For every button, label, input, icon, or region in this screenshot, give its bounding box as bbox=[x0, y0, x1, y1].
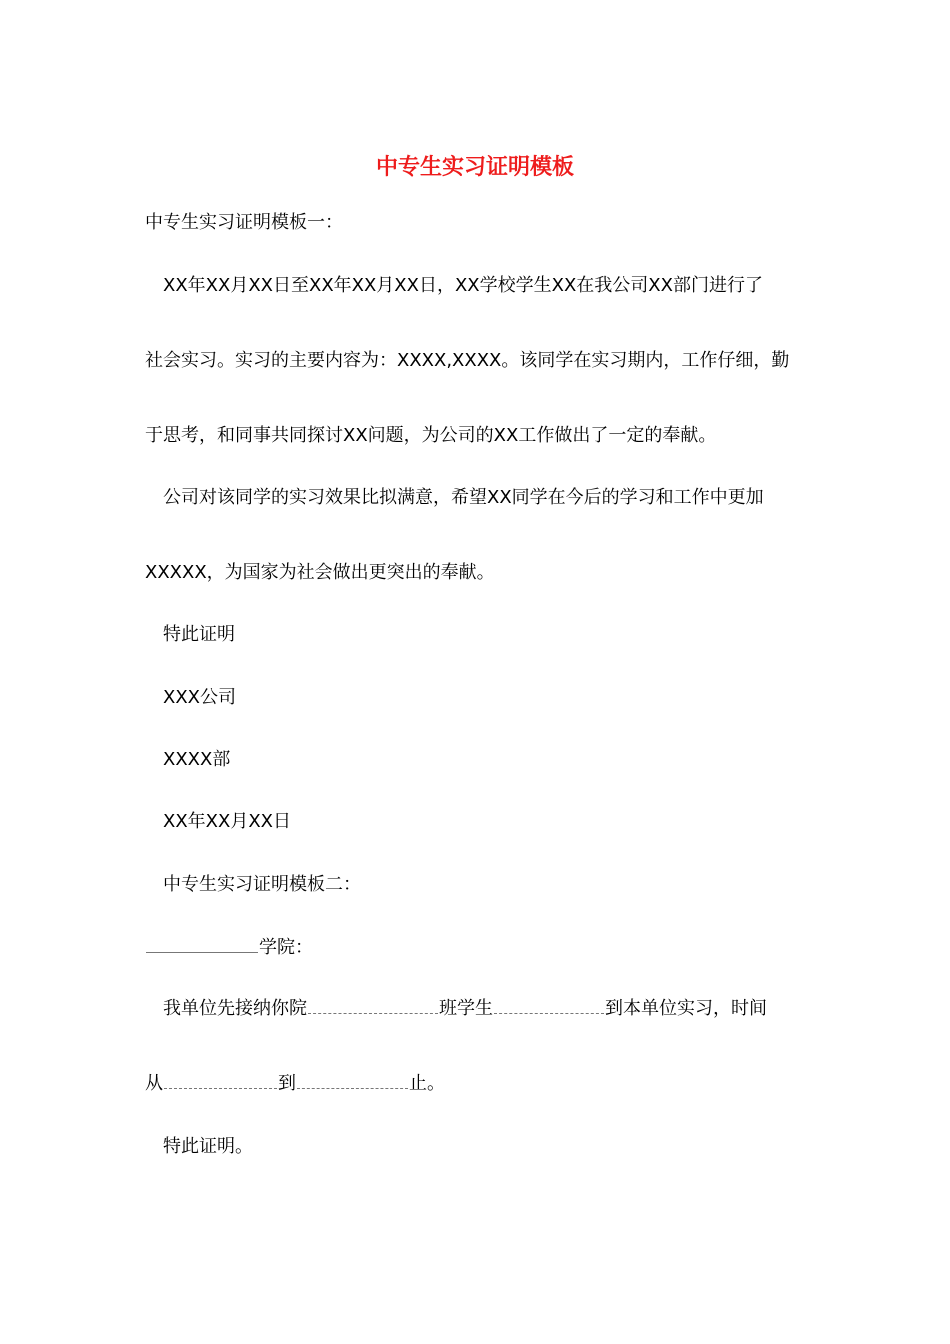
template1-date: XX年XX月XX日 bbox=[163, 811, 291, 832]
end-date-blank bbox=[297, 1076, 408, 1089]
template2-body-line2 bbox=[145, 1071, 445, 1097]
body-part4: 从 bbox=[145, 1073, 163, 1094]
class-blank bbox=[308, 1001, 438, 1014]
template1-para2-line2: XXXXX，为国家为社会做出更突出的奉献。 bbox=[145, 562, 495, 583]
template1-para2-line1: 公司对该同学的实习效果比拟满意，希望XX同学在今后的学习和工作中更加 bbox=[163, 487, 764, 508]
template1-department: XXXX部 bbox=[163, 749, 231, 770]
template1-para1-line2: 社会实习。实习的主要内容为：XXXX,XXXX。该同学在实习期内，工作仔细，勤 bbox=[145, 350, 790, 371]
template1-para1-line3: 于思考，和同事共同探讨XX问题，为公司的XX工作做出了一定的奉献。 bbox=[145, 425, 717, 446]
body-part5: 到 bbox=[278, 1073, 296, 1094]
template2-heading: 中专生实习证明模板二： bbox=[163, 874, 361, 895]
college-blank bbox=[146, 934, 258, 953]
body-part1: 我单位先接纳你院 bbox=[163, 998, 307, 1019]
student-blank bbox=[494, 1001, 604, 1014]
template1-closing: 特此证明 bbox=[163, 624, 235, 645]
document-title: 中专生实习证明模板 bbox=[375, 154, 574, 180]
body-part2: 班学生 bbox=[439, 998, 493, 1019]
template2-salutation bbox=[145, 934, 313, 961]
start-date-blank bbox=[164, 1076, 277, 1089]
salutation-suffix: 学院： bbox=[259, 937, 313, 958]
template2-closing: 特此证明。 bbox=[163, 1136, 253, 1157]
template2-body-line1 bbox=[163, 996, 767, 1022]
template1-company: XXX公司 bbox=[163, 687, 236, 708]
body-part3: 到本单位实习，时间 bbox=[605, 998, 767, 1019]
body-part6: 止。 bbox=[409, 1073, 445, 1094]
template1-para1-line1: XX年XX月XX日至XX年XX月XX日，XX学校学生XX在我公司XX部门进行了 bbox=[163, 275, 763, 296]
template1-heading: 中专生实习证明模板一： bbox=[145, 212, 343, 233]
